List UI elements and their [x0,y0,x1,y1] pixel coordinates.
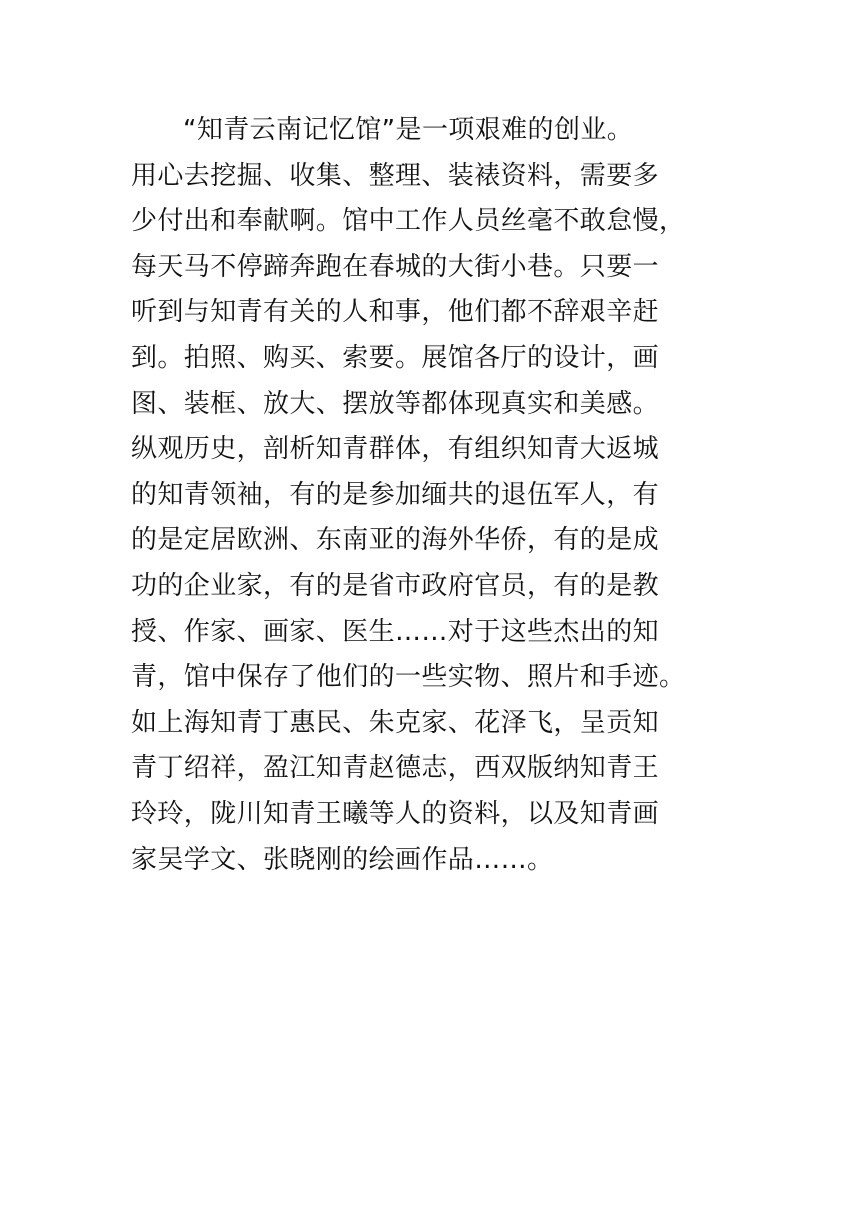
paragraph-line: 的知青领袖，有的是参加缅共的退伍军人，有 [131,479,660,510]
paragraph-line: “知青云南记忆馆”是一项艰难的创业。 [183,115,634,145]
paragraph-line: 听到与知青有关的人和事，他们都不辞艰辛赶 [131,297,660,328]
paragraph-line: 到。拍照、购买、索要。展馆各厅的设计，画 [131,342,660,373]
body-paragraph [131,108,731,883]
paragraph-line: 少付出和奉献啊。馆中工作人员丝毫不敢怠慢， [131,206,686,237]
paragraph-line: 每天马不停蹄奔跑在春城的大街小巷。只要一 [131,251,660,282]
paragraph-line: 玲玲，陇川知青王曦等人的资料，以及知青画 [131,798,660,829]
paragraph-line: 授、作家、画家、医生……对于这些杰出的知 [131,616,660,647]
paragraph-line: 青，馆中保存了他们的一些实物、照片和手迹。 [131,662,686,693]
paragraph-line: 的是定居欧洲、东南亚的海外华侨，有的是成 [131,525,660,556]
paragraph-line: 家吴学文、张晓刚的绘画作品……。 [131,844,554,875]
paragraph-line: 功的企业家，有的是省市政府官员，有的是教 [131,570,660,601]
paragraph-line: 用心去挖掘、收集、整理、装裱资料，需要多 [131,160,660,191]
paragraph-line: 图、装框、放大、摆放等都体现真实和美感。 [131,388,660,419]
paragraph-line: 纵观历史，剖析知青群体，有组织知青大返城 [131,434,660,465]
paragraph-line: 如上海知青丁惠民、朱克家、花泽飞，呈贡知 [131,707,660,738]
paragraph-line: 青丁绍祥，盈江知青赵德志，西双版纳知青王 [131,753,660,784]
